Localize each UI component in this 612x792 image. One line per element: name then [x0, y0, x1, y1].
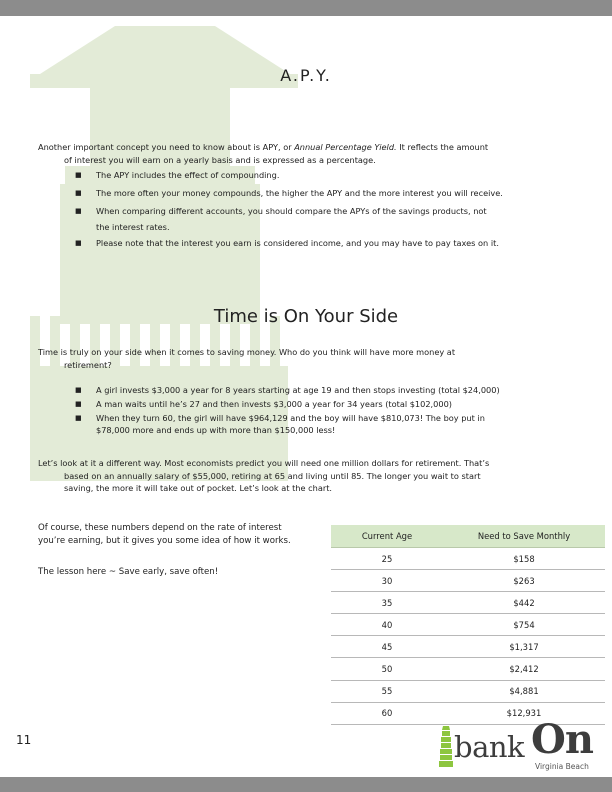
- logo-location: Virginia Beach: [535, 762, 589, 771]
- table-row: [331, 614, 605, 636]
- time-paragraph-line2: based on an annually salary of $55,000, retiring at 65 and living until 85. The longer you wait to start: [64, 470, 481, 481]
- list-item-continued: [96, 424, 596, 436]
- age-cell: 55: [331, 680, 443, 702]
- logo-bank-text: bank: [454, 730, 525, 764]
- list-item: [75, 412, 596, 424]
- monthly-cell: $1,317: [443, 636, 605, 658]
- list-item-text: When comparing different accounts, you should compare the APYs of the savings products, not: [96, 206, 487, 216]
- list-item: [75, 237, 596, 253]
- bankon-logo: [438, 716, 610, 774]
- table-row: [331, 680, 605, 702]
- age-cell: 35: [331, 592, 443, 614]
- time-intro-line1: Time is truly on your side when it comes to saving money. Who do you think will have more money at: [38, 347, 456, 357]
- age-cell: 60: [331, 702, 443, 724]
- time-bullet-list: [75, 384, 596, 436]
- time-title: Time is On Your Side: [213, 306, 399, 327]
- table-row: [331, 592, 605, 614]
- bullet-icon: ■: [75, 414, 82, 422]
- list-item-text: $78,000 more and ends up with more than $150,000 less!: [96, 425, 336, 435]
- list-item-text: A girl invests $3,000 a year for 8 years starting at age 19 and then stops investing (total $24,000): [96, 385, 500, 395]
- apy-intro: [38, 141, 598, 166]
- monthly-cell: $754: [443, 614, 605, 636]
- time-paragraph: [38, 457, 603, 495]
- bullet-icon: ■: [75, 400, 82, 408]
- list-item: [75, 398, 596, 412]
- apy-intro-text-a: Another important concept you need to know about is APY, or: [38, 142, 295, 152]
- apy-intro-line1: [38, 141, 598, 154]
- table-row: [331, 570, 605, 592]
- list-item-text: Please note that the interest you earn is considered income, and you may have to pay taxes on it.: [96, 238, 499, 248]
- savings-table: [331, 525, 605, 725]
- list-item-continued: [96, 221, 596, 237]
- list-item: [75, 205, 596, 221]
- list-item-text: A man waits until he’s 27 and then invests $3,000 a year for 34 years (total $102,000): [96, 399, 452, 409]
- time-paragraph-line3: saving, the more it will take out of pocket. Let’s look at the chart.: [64, 483, 333, 493]
- top-band: [0, 0, 612, 16]
- list-item-text: The APY includes the effect of compounding.: [96, 170, 280, 180]
- apy-intro-italic: Annual Percentage Yield.: [294, 142, 397, 152]
- bullet-icon: ■: [75, 189, 82, 197]
- column-header-monthly: Need to Save Monthly: [443, 525, 605, 548]
- age-cell: 50: [331, 658, 443, 680]
- list-item-text: the interest rates.: [96, 222, 170, 232]
- table-row: [331, 636, 605, 658]
- page-number: 11: [16, 733, 32, 747]
- list-item: [75, 169, 596, 187]
- apy-intro-line2: of interest you will earn on a yearly basis and is expressed as a percentage.: [64, 154, 376, 165]
- side-note: [38, 522, 328, 548]
- bullet-icon: ■: [75, 207, 82, 215]
- monthly-cell: $2,412: [443, 658, 605, 680]
- apy-title: A.P.Y.: [280, 66, 332, 85]
- time-intro-line2: retirement?: [64, 359, 112, 370]
- list-item: [75, 384, 596, 398]
- lighthouse-logo-icon: [438, 726, 454, 770]
- bullet-icon: ■: [75, 386, 82, 394]
- monthly-cell: $12,931: [443, 702, 605, 724]
- monthly-cell: $4,881: [443, 680, 605, 702]
- list-item-text: The more often your money compounds, the higher the APY and the more interest you will receive.: [96, 188, 503, 198]
- age-cell: 25: [331, 548, 443, 570]
- side-lesson: The lesson here ~ Save early, save often!: [38, 567, 219, 577]
- column-header-age: Current Age: [331, 525, 443, 548]
- list-item-text: When they turn 60, the girl will have $964,129 and the boy will have $810,073! The boy put in: [96, 413, 485, 423]
- monthly-cell: $158: [443, 548, 605, 570]
- time-intro: [38, 346, 598, 371]
- side-note-line2: you’re earning, but it gives you some idea of how it works.: [38, 536, 291, 546]
- monthly-cell: $263: [443, 570, 605, 592]
- table-row: [331, 658, 605, 680]
- monthly-cell: $442: [443, 592, 605, 614]
- apy-bullet-list: [75, 169, 596, 253]
- apy-intro-text-b: It reflects the amount: [396, 142, 489, 152]
- bottom-band: [0, 777, 612, 792]
- age-cell: 45: [331, 636, 443, 658]
- side-note-line1: Of course, these numbers depend on the rate of interest: [38, 523, 282, 533]
- age-cell: 30: [331, 570, 443, 592]
- time-paragraph-line1: Let’s look at it a different way. Most economists predict you will need one million dollars for retirement. That’s: [38, 458, 490, 468]
- bullet-icon: ■: [75, 171, 82, 179]
- list-item: [75, 187, 596, 205]
- table-header-row: [331, 525, 605, 548]
- logo-on-text: On: [531, 716, 593, 763]
- table-row: [331, 548, 605, 570]
- bullet-icon: ■: [75, 239, 82, 247]
- age-cell: 40: [331, 614, 443, 636]
